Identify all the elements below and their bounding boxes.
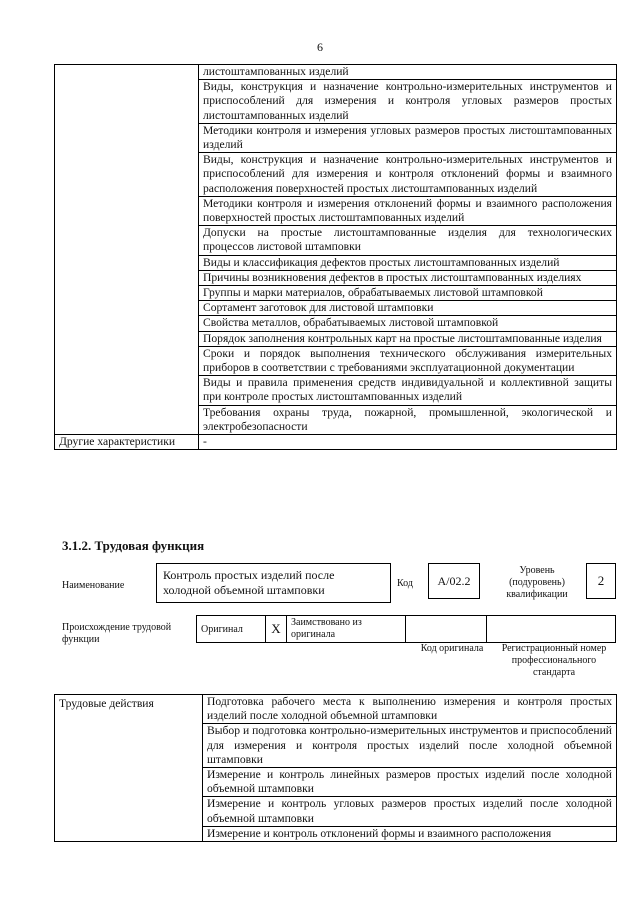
knowledge-item: Виды, конструкция и назначение контрольно-измерительных инструментов и приспособлений для измерения и контроля отклонений формы и взаимного расположения поверхностей простых листоштампованных изделий bbox=[199, 153, 617, 197]
labor-actions-table bbox=[54, 694, 617, 842]
knowledge-item: Порядок заполнения контрольных карт на простые листоштампованные изделия bbox=[199, 331, 617, 346]
function-name-value: Контроль простых изделий после холодной объемной штамповки bbox=[156, 563, 391, 603]
original-label: Оригинал bbox=[197, 616, 266, 643]
qualification-level-label: Уровень (подуровень) квалификации bbox=[506, 565, 568, 600]
labor-action-item: Измерение и контроль отклонений формы и взаимного расположения bbox=[203, 826, 617, 841]
reg-number-label: Регистрационный номер профессионального стандарта bbox=[501, 643, 607, 678]
knowledge-item: Требования охраны труда, пожарной, промышленной, экологической и электробезопасности bbox=[199, 405, 617, 434]
knowledge-item: Виды и правила применения средств индивидуальной и коллективной защиты при контроле простых листоштампованных изделий bbox=[199, 376, 617, 405]
table-row bbox=[55, 65, 617, 80]
other-characteristics-value: - bbox=[199, 435, 617, 450]
original-mark: X bbox=[266, 616, 287, 643]
code-original-label: Код оригинала bbox=[420, 643, 484, 654]
table-row bbox=[55, 695, 617, 724]
knowledge-item: Группы и марки материалов, обрабатываемых листовой штамповкой bbox=[199, 286, 617, 301]
origin-table bbox=[196, 615, 616, 643]
table-row bbox=[197, 616, 616, 643]
knowledge-item: Методики контроля и измерения угловых размеров простых листоштампованных изделий bbox=[199, 123, 617, 152]
page-number: 6 bbox=[317, 40, 323, 54]
other-characteristics-label: Другие характеристики bbox=[55, 435, 199, 450]
code-label: Код bbox=[397, 578, 413, 589]
knowledge-item: Свойства металлов, обрабатываемых листовой штамповкой bbox=[199, 316, 617, 331]
labor-action-item: Измерение и контроль линейных размеров простых изделий после холодной объемной штамповки bbox=[203, 768, 617, 797]
qualification-level-value: 2 bbox=[586, 563, 616, 599]
knowledge-item: Сроки и порядок выполнения технического обслуживания измерительных приборов в соответствии с требованиями эксплуатационной документации bbox=[199, 346, 617, 375]
labor-action-item: Измерение и контроль угловых размеров простых изделий после холодной объемной штамповки bbox=[203, 797, 617, 826]
reg-number-cell bbox=[487, 616, 616, 643]
function-code-value: A/02.2 bbox=[428, 563, 480, 599]
origin-label: Происхождение трудовой функции bbox=[62, 622, 172, 645]
code-original-cell bbox=[406, 616, 487, 643]
labor-action-item: Подготовка рабочего места к выполнению измерения и контроля простых изделий после холодной объемной штамповки bbox=[203, 695, 617, 724]
table-row bbox=[55, 435, 617, 450]
knowledge-item: Виды и классификация дефектов простых листоштампованных изделий bbox=[199, 255, 617, 270]
knowledge-item: листоштампованных изделий bbox=[199, 65, 617, 80]
name-label: Наименование bbox=[62, 580, 125, 591]
borrowed-label: Заимствовано из оригинала bbox=[287, 616, 406, 643]
knowledge-item: Методики контроля и измерения отклонений формы и взаимного расположения поверхностей простых листоштампованных изделий bbox=[199, 196, 617, 225]
knowledge-item: Допуски на простые листоштампованные изделия для технологических процессов листовой штамповки bbox=[199, 226, 617, 255]
labor-action-item: Выбор и подготовка контрольно-измерительных инструментов и приспособлений для измерения и контроля простых изделий после холодной объемной штамповки bbox=[203, 724, 617, 768]
labor-actions-label: Трудовые действия bbox=[55, 695, 203, 842]
knowledge-table bbox=[54, 64, 617, 450]
section-title: 3.1.2. Трудовая функция bbox=[62, 538, 205, 553]
knowledge-item: Виды, конструкция и назначение контрольно-измерительных инструментов и приспособлений для измерения и контроля угловых размеров простых листоштампованных изделий bbox=[199, 80, 617, 124]
knowledge-item: Сортамент заготовок для листовой штамповки bbox=[199, 301, 617, 316]
knowledge-label-cell bbox=[55, 65, 199, 435]
knowledge-item: Причины возникновения дефектов в простых листоштампованных изделиях bbox=[199, 270, 617, 285]
